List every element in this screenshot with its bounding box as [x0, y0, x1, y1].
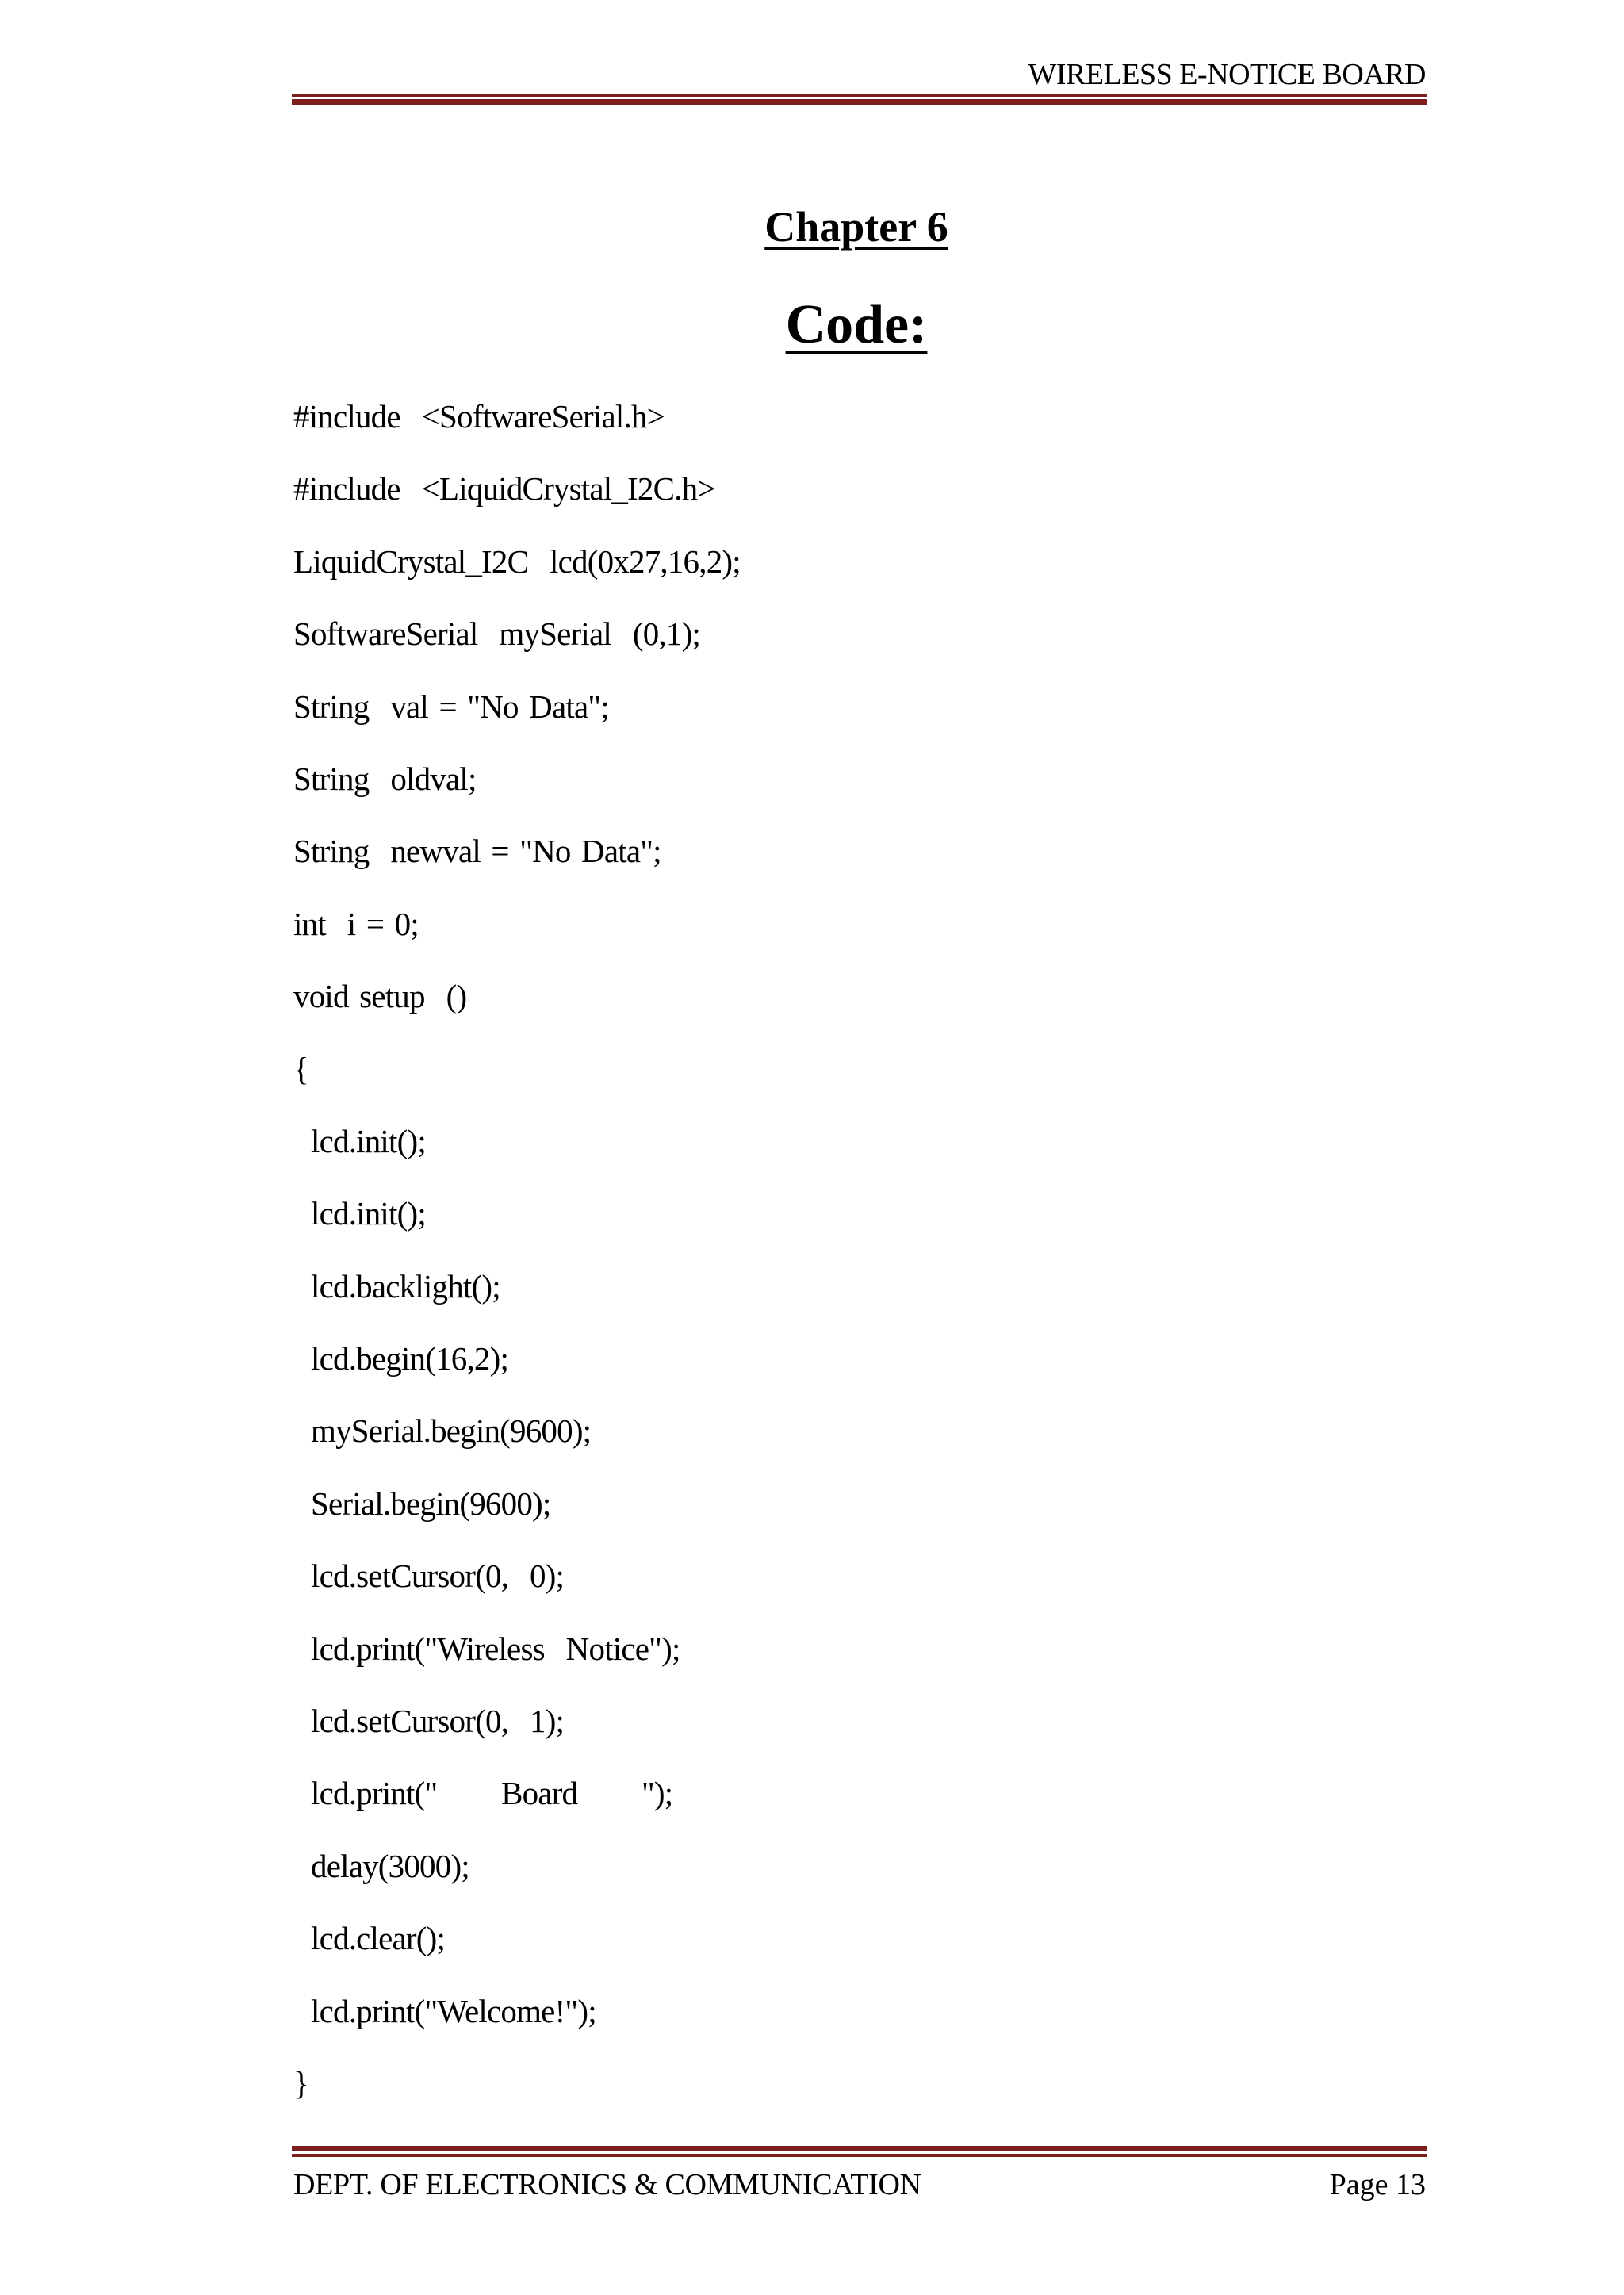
code-line: lcd.clear(); [311, 1920, 446, 1957]
code-line: int i = 0; [293, 905, 419, 942]
section-heading: Code: [785, 294, 928, 355]
code-line: mySerial.begin(9600); [311, 1412, 592, 1450]
code-listing [293, 397, 741, 2136]
code-line: lcd.print("Wireless Notice"); [311, 1630, 680, 1667]
code-line: lcd.print(" Board "); [311, 1775, 673, 1812]
header-rule-thick [292, 99, 1427, 105]
code-line: Serial.begin(9600); [311, 1485, 551, 1522]
code-line: SoftwareSerial mySerial (0,1); [293, 615, 701, 653]
code-line: lcd.setCursor(0, 1); [311, 1703, 565, 1740]
code-line: String newval = "No Data"; [293, 833, 661, 870]
footer-department: DEPT. OF ELECTRONICS & COMMUNICATION [293, 2168, 921, 2201]
code-line: lcd.backlight(); [311, 1267, 500, 1305]
page-number: Page 13 [1329, 2168, 1426, 2201]
code-line: #include <LiquidCrystal_I2C.h> [293, 470, 715, 508]
footer-rule-thin [292, 2154, 1427, 2157]
code-line: lcd.init(); [311, 1122, 426, 1159]
code-line: } [293, 2064, 308, 2102]
code-line: lcd.begin(16,2); [311, 1340, 509, 1377]
running-header-title: WIRELESS E-NOTICE BOARD [1028, 58, 1426, 91]
code-line: void setup () [293, 978, 467, 1015]
footer-rule-thick [292, 2146, 1427, 2151]
code-line: { [293, 1050, 308, 1087]
code-line: String oldval; [293, 760, 477, 797]
code-line: lcd.init(); [311, 1195, 426, 1232]
code-line: lcd.setCursor(0, 0); [311, 1557, 565, 1595]
code-line: String val = "No Data"; [293, 688, 609, 725]
code-line: #include <SoftwareSerial.h> [293, 398, 665, 435]
chapter-heading: Chapter 6 [764, 203, 948, 251]
header-rule-thin [292, 94, 1427, 97]
code-line: delay(3000); [311, 1847, 469, 1884]
code-line: lcd.print("Welcome!"); [311, 1992, 596, 2029]
code-line: LiquidCrystal_I2C lcd(0x27,16,2); [293, 542, 741, 580]
